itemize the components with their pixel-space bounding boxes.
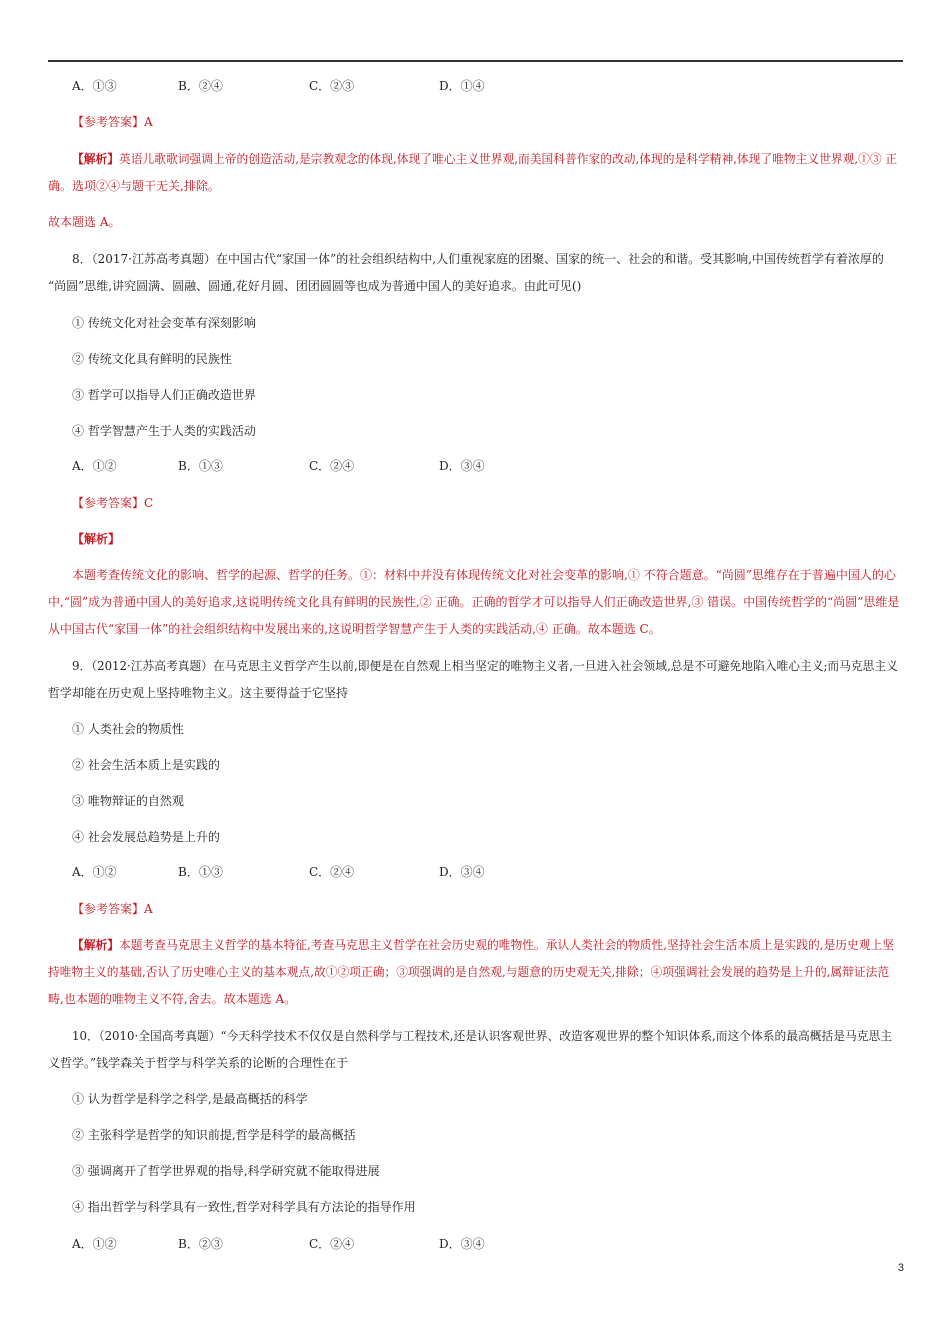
option-a: A．①③ bbox=[72, 79, 117, 93]
q9-answer: 【参考答案】A bbox=[72, 902, 153, 916]
analysis-text: 本题考查马克思主义哲学的基本特征,考查马克思主义哲学在社会历史观的唯物性。承认人类社会的物质性,坚持社会生活本质上是实践的,是历史观上坚 bbox=[119, 938, 894, 952]
q9-analysis-line-1 bbox=[72, 931, 903, 959]
analysis-text: 英语儿歌歌词强调上帝的创造活动,是宗教观念的体现,体现了唯心主义世界观,而美国科普作家的改动,体现的是科学精神,体现了唯物主义世界观,①③ 正 bbox=[119, 152, 898, 166]
option-b: B．①③ bbox=[178, 459, 223, 473]
q8-answer: 【参考答案】C bbox=[72, 496, 154, 510]
q10-stem-line-2: 义哲学。”钱学森关于哲学与科学关系的论断的合理性在于 bbox=[48, 1056, 349, 1070]
q9-item-2: ② 社会生活本质上是实践的 bbox=[72, 758, 220, 772]
option-b: B．①③ bbox=[178, 865, 223, 879]
q10-item-4: ④ 指出哲学与科学具有一致性,哲学对科学具有方法论的指导作用 bbox=[72, 1200, 416, 1214]
q8-analysis-line-1: 本题考查传统文化的影响、哲学的起源、哲学的任务。①：材料中并没有体现传统文化对社会变革的影响,① 不符合题意。“尚圆”思维存在于普遍中国人的心 bbox=[72, 568, 896, 582]
q9-item-3: ③ 唯物辩证的自然观 bbox=[72, 794, 184, 808]
option-a: A．①② bbox=[72, 865, 117, 879]
option-d: D．①④ bbox=[439, 79, 485, 93]
analysis-label: 【解析】 bbox=[72, 152, 119, 166]
q10-item-2: ② 主张科学是哲学的知识前提,哲学是科学的最高概括 bbox=[72, 1128, 356, 1142]
q10-item-3: ③ 强调离开了哲学世界观的指导,科学研究就不能取得进展 bbox=[72, 1164, 380, 1178]
q7-answer: 【参考答案】A bbox=[72, 115, 153, 129]
option-c: C．②④ bbox=[309, 459, 355, 473]
q8-analysis-line-3: 从中国古代“家国一体”的社会组织结构中发展出来的,这说明哲学智慧产生于人类的实践活动,④ 正确。故本题选 C。 bbox=[48, 622, 661, 636]
option-b: B．②③ bbox=[178, 1237, 223, 1251]
option-d: D．③④ bbox=[439, 1237, 485, 1251]
q7-conclusion: 故本题选 A。 bbox=[48, 215, 121, 229]
q9-item-1: ① 人类社会的物质性 bbox=[72, 722, 184, 736]
option-c: C．②④ bbox=[309, 865, 355, 879]
q8-stem-line-2: “尚圆”思维,讲究圆满、圆融、圆通,花好月圆、团团圆圆等也成为普通中国人的美好追求。由此可见() bbox=[48, 279, 582, 293]
option-d: D．③④ bbox=[439, 865, 485, 879]
q8-item-1: ① 传统文化对社会变革有深刻影响 bbox=[72, 316, 256, 330]
q8-item-2: ② 传统文化具有鲜明的民族性 bbox=[72, 352, 232, 366]
option-c: C．②③ bbox=[309, 79, 355, 93]
q7-analysis-line-1 bbox=[72, 145, 903, 173]
q9-analysis-line-2: 持唯物主义的基础,否认了历史唯心主义的基本观点,故①②项正确；③项强调的是自然观,与题意的历史观无关,排除；④项强调社会发展的趋势是上升的,属辩证法范 bbox=[48, 965, 890, 979]
option-d: D．③④ bbox=[439, 459, 485, 473]
q7-analysis-line-2: 确。选项②④与题干无关,排除。 bbox=[48, 179, 220, 193]
q8-analysis-label: 【解析】 bbox=[72, 532, 121, 546]
option-a: A．①② bbox=[72, 1237, 117, 1251]
q8-item-4: ④ 哲学智慧产生于人类的实践活动 bbox=[72, 424, 256, 438]
q10-stem-line-1: 10．（2010·全国高考真题）“今天科学技术不仅仅是自然科学与工程技术,还是认识客观世界、改造客观世界的整个知识体系,而这个体系的最高概括是马克思主 bbox=[72, 1029, 892, 1043]
q9-item-4: ④ 社会发展总趋势是上升的 bbox=[72, 830, 220, 844]
q10-item-1: ① 认为哲学是科学之科学,是最高概括的科学 bbox=[72, 1092, 308, 1106]
q9-analysis-line-3: 畴,也本题的唯物主义不符,舍去。故本题选 A。 bbox=[48, 992, 297, 1006]
header-rule bbox=[48, 60, 903, 62]
q8-analysis-line-2: 中,“圆”成为普通中国人的美好追求,这说明传统文化具有鲜明的民族性,② 正确。正确的哲学才可以指导人们正确改造世界,③ 错误。中国传统哲学的“尚圆”思维是 bbox=[48, 595, 900, 609]
q8-item-3: ③ 哲学可以指导人们正确改造世界 bbox=[72, 388, 256, 402]
q8-stem-line-1: 8．（2017·江苏高考真题）在中国古代“家国一体”的社会组织结构中,人们重视家庭的团聚、国家的统一、社会的和谐。受其影响,中国传统哲学有着浓厚的 bbox=[72, 252, 884, 266]
option-a: A．①② bbox=[72, 459, 117, 473]
option-c: C．②④ bbox=[309, 1237, 355, 1251]
analysis-label: 【解析】 bbox=[72, 938, 119, 952]
option-b: B．②④ bbox=[178, 79, 223, 93]
page-number: 3 bbox=[897, 1262, 904, 1274]
q9-stem-line-2: 哲学却能在历史观上坚持唯物主义。这主要得益于它坚持 bbox=[48, 686, 349, 700]
q9-stem-line-1: 9．（2012·江苏高考真题）在马克思主义哲学产生以前,即便是在自然观上相当坚定的唯物主义者,一旦进入社会领域,总是不可避免地陷入唯心主义;而马克思主义 bbox=[72, 659, 898, 673]
